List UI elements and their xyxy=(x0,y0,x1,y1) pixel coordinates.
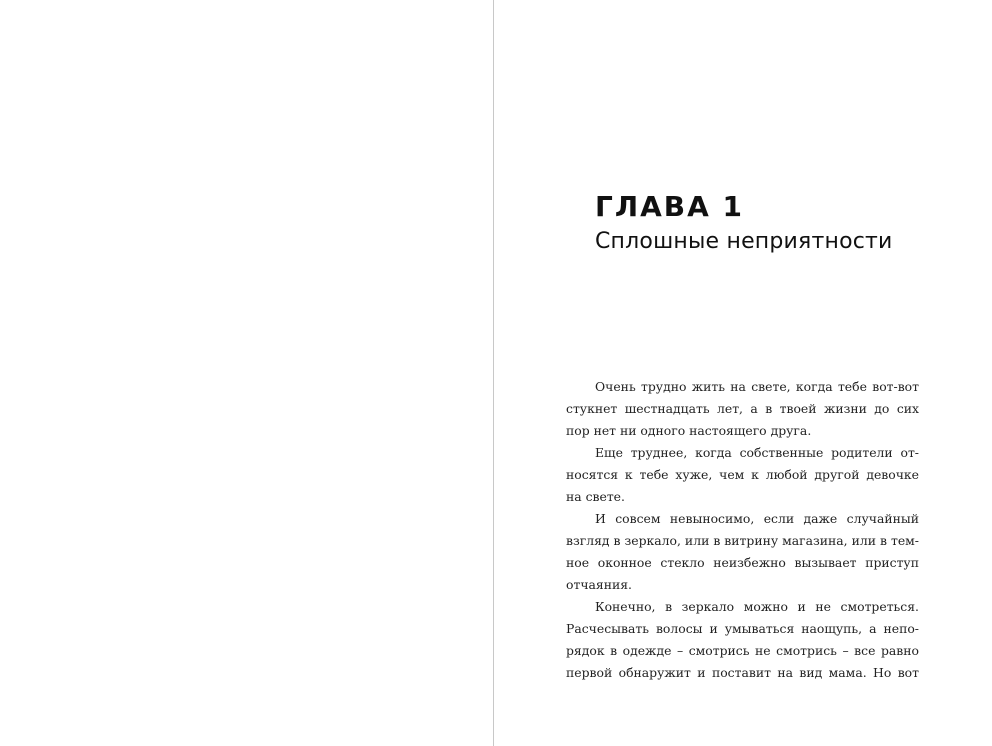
text-line: пор нет ни одного настоящего друга. xyxy=(566,423,812,438)
text-line: отчаяния. xyxy=(566,577,632,592)
chapter-number: ГЛАВА 1 xyxy=(595,190,745,223)
text-line: рядок в одежде – смотрись не смотрись – все равно xyxy=(566,643,919,658)
text-line: на свете. xyxy=(566,489,625,504)
text-line: взгляд в зеркало, или в витрину магазина, или в тем- xyxy=(566,533,919,548)
text-line: Очень трудно жить на свете, когда тебе вот-вот xyxy=(595,379,919,394)
chapter-heading xyxy=(595,189,955,257)
text-line: ное оконное стекло неизбежно вызывает приступ xyxy=(566,555,919,570)
right-page xyxy=(494,0,992,746)
text-line: носятся к тебе хуже, чем к любой другой девочке xyxy=(566,467,919,482)
text-line: Расчесывать волосы и умываться наощупь, а непо- xyxy=(566,621,919,636)
text-line: стукнет шестнадцать лет, а в твоей жизни до сих xyxy=(566,401,919,416)
text-line: первой обнаружит и поставит на вид мама. Но вот xyxy=(566,665,919,680)
text-line: Конечно, в зеркало можно и не смотреться. xyxy=(595,599,919,614)
text-line: И совсем невыносимо, если даже случайный xyxy=(595,511,919,526)
chapter-body-text xyxy=(566,376,919,684)
text-line: Еще труднее, когда собственные родители от- xyxy=(595,445,919,460)
left-page xyxy=(0,0,493,746)
chapter-title: Сплошные неприятности xyxy=(595,229,893,254)
